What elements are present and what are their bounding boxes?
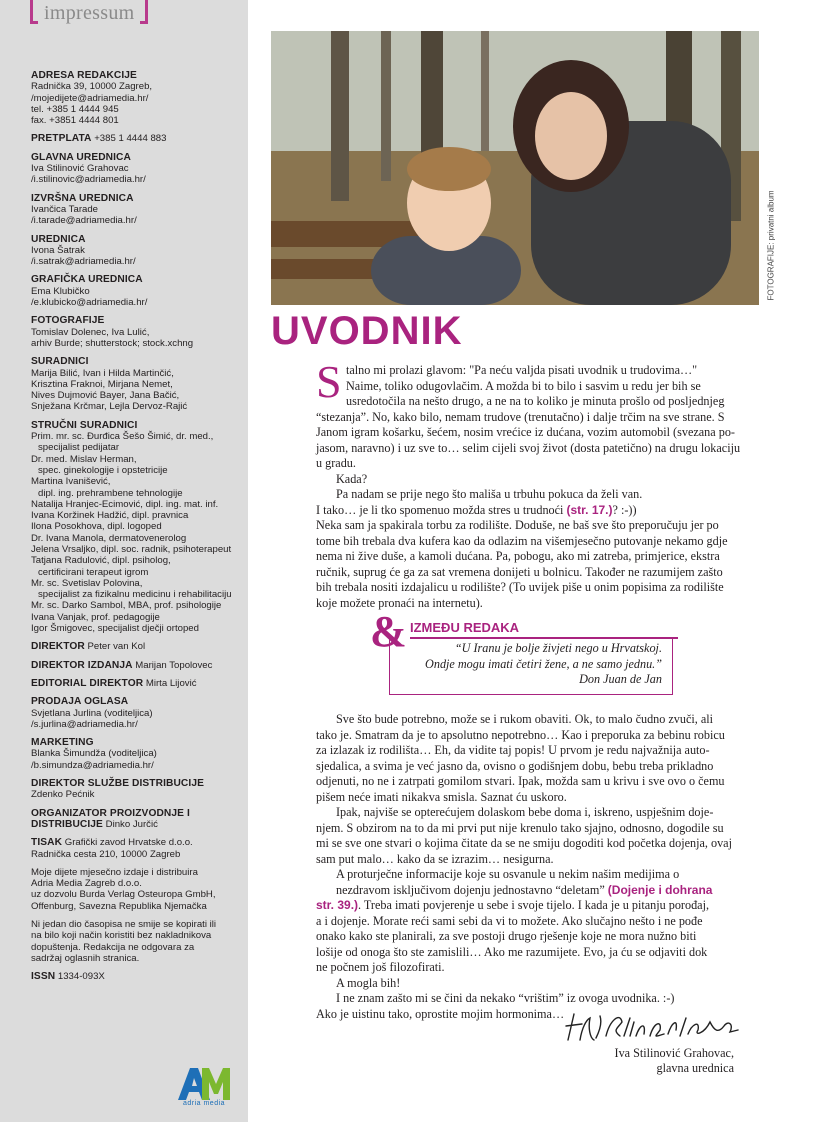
quote-line: Ondje mogu imati četiri žene, a ne samo jednu.” — [425, 656, 662, 671]
imprint-heading: PRODAJA OGLASA — [31, 696, 129, 708]
expert-line: Jelena Vrsaljko, dipl. soc. radnik, psihoterapeut — [31, 543, 232, 555]
quote-author: Don Juan de Jan — [579, 672, 662, 686]
article-line — [316, 883, 742, 899]
imprint-heading: ORGANIZATOR PROIZVODNJE I — [31, 807, 190, 819]
between-lines-quote — [389, 637, 673, 695]
expert-line: Dr. med. Mislav Herman, — [31, 453, 137, 465]
imprint-value: 1334-093X — [57, 971, 105, 983]
imprint-line: Krisztina Fraknoi, Mirjana Nemet, — [31, 378, 173, 390]
article-line: Naime, toliko odugovlačim. A možda bi to bilo i sasvim u redu jer bih se — [346, 378, 701, 393]
imprint-graphic-editor — [31, 274, 243, 308]
expert-line: Mr. sc. Svetislav Polovina, — [31, 577, 143, 589]
imprint-publisher-note — [31, 867, 243, 912]
imprint-line: Marija Bilić, Ivan i Hilda Martinčić, — [31, 367, 174, 379]
imprint-subscription — [31, 133, 243, 144]
imprint-email: /b.simundza@adriamedia.hr/ — [31, 759, 154, 771]
article-line: Sve što bude potrebno, može se i rukom obaviti. Ok, to malo čudno zvuči, ali — [336, 712, 714, 726]
article-line: A proturječne informacije koje su osvanule u nekim našim medijima o — [336, 867, 680, 881]
imprint-heading: DIREKTOR — [31, 641, 85, 653]
adria-media-logo — [176, 1064, 232, 1110]
signature-role: glavna urednica — [656, 1061, 734, 1075]
imprint-expert-contributors — [31, 420, 243, 635]
article-line: Kada? — [336, 471, 368, 486]
imprint-heading: IZVRŠNA UREDNICA — [31, 192, 134, 204]
imprint-heading: TISAK — [31, 837, 63, 849]
article-line: Ipak, najviše se opterećujem dolaskom bebe doma i, iskreno, uspješnim doje- — [336, 805, 714, 819]
imprint-line: sadržaj oglasnih stranica. — [31, 952, 140, 964]
expert-line: specijalist pedijatar — [38, 442, 120, 454]
expert-line: Dr. Ivana Manola, dermatovenerolog — [31, 532, 187, 544]
photo-credit — [763, 163, 777, 303]
imprint-line: Iva Stilinović Grahovac — [31, 163, 129, 175]
imprint-heading: ADRESA REDAKCIJE — [31, 70, 137, 81]
imprint-editorial-director — [31, 678, 243, 689]
article-line: ne počnem još filozofirati. — [316, 960, 445, 974]
imprint-line: Svjetlana Jurlina (voditeljica) — [31, 707, 153, 719]
imprint-heading: STRUČNI SURADNICI — [31, 419, 138, 431]
imprint-line: Blanka Šimundža (voditeljica) — [31, 748, 157, 760]
imprint-line: Moje dijete mjesečno izdaje i distribuira — [31, 866, 198, 878]
article-part-2 — [316, 712, 742, 1022]
imprint-line: uz dozvolu Burda Verlag Osteuropa GmbH, — [31, 889, 216, 901]
article-line: onako kako ste planirali, za sve postoji drugo rješenje koje ne mora nužno biti — [316, 929, 697, 943]
imprint-value: +385 1 4444 883 — [94, 133, 167, 145]
imprint-line: Radnička cesta 210, 10000 Zagreb — [31, 848, 181, 860]
imprint-legal-note — [31, 919, 243, 964]
imprint-line: Ivona Šatrak — [31, 244, 85, 256]
expert-list — [31, 431, 243, 634]
article-line: “stezanja”. No, kako bilo, nemam trudove (trenutačno) i dalje trčim na sve strane. S — [316, 409, 725, 424]
imprint-value: Peter van Kol — [87, 641, 146, 653]
line-text: ? :-)) — [612, 502, 637, 517]
imprint-line: arhiv Burde; shutterstock; stock.xchng — [31, 337, 194, 349]
imprint-line: Ivančica Tarade — [31, 203, 99, 215]
imprint-issn — [31, 971, 243, 982]
imprint-sidebar — [0, 0, 248, 1122]
imprint-heading: EDITORIAL DIREKTOR — [31, 677, 144, 689]
article-line: Janom igram košarku, šećem, nosim vrećice iz dućana, vozim automobil (svezana po- — [316, 425, 735, 439]
paragraph-1 — [316, 356, 742, 503]
imprint-director — [31, 641, 243, 652]
ampersand-icon: & — [370, 607, 407, 656]
imprint-editor — [31, 234, 243, 268]
article-line: I ne znam zašto mi se čini da nekako “vrištim” iz ovoga uvodnika. :-) — [336, 991, 675, 1005]
expert-line: Ivana Koržinek Hadžić, dipl. pravnica — [31, 510, 189, 522]
imprint-heading: UREDNICA — [31, 233, 86, 245]
imprint-email: /mojedijete@adriamedia.hr/ — [31, 92, 149, 104]
expert-line: Igor Šmigovec, specijalist dječji ortoped — [31, 623, 199, 635]
article-line: Neka sam ja spakirala torbu za rodilište. Doduše, ne baš sve što preporučuju jer po — [316, 518, 719, 532]
imprint-line: Tomislav Dolenec, Iva Lulić, — [31, 326, 150, 338]
expert-line: Prim. mr. sc. Đurđica Šešo Šimić, dr. med., — [31, 431, 214, 443]
article-line: lošije od onoga što ste zamislili… Ako me razumijete. Evo, ja ću se odjaviti dok — [316, 944, 708, 959]
article-line: sam put malo… kako da se izrazim… nesigurna. — [316, 851, 554, 866]
imprint-email: /e.klubicko@adriamedia.hr/ — [31, 297, 148, 309]
imprint-heading: PRETPLATA — [31, 133, 92, 145]
imprint-ad-sales — [31, 696, 243, 730]
imprint-marketing — [31, 737, 243, 771]
logo-tagline: adria media — [182, 1100, 226, 1107]
section-label-text: impressum — [44, 2, 135, 24]
imprint-email: /s.jurlina@adriamedia.hr/ — [31, 718, 138, 730]
imprint-executive-editor — [31, 193, 243, 227]
imprint-line: Radnička 39, 10000 Zagreb, — [31, 81, 153, 93]
imprint-value: Dinko Jurčić — [105, 818, 158, 830]
imprint-heading: DIREKTOR IZDANJA — [31, 659, 133, 671]
line-text: nezdravom isključivom dojenju jednostavno “deletam” — [336, 882, 608, 897]
imprint-heading: ISSN — [31, 971, 56, 983]
logo-letter-m — [202, 1068, 230, 1100]
paragraph-1b — [316, 518, 742, 611]
imprint-value: Grafički zavod Hrvatske d.o.o. — [64, 837, 193, 849]
article-line — [316, 898, 742, 914]
imprint-line: tel. +385 1 4444 945 — [31, 103, 119, 115]
article-line: nema ni žive duše, a kamoli dućana. Pa, pobogu, ako mi zatreba, primjerice, ekstra — [316, 549, 720, 563]
expert-line: Martina Ivanišević, — [31, 476, 111, 488]
photo-credit-text: FOTOGRAFIJE: privatni album — [766, 190, 776, 301]
page-reference: (Dojenje i dohrana — [607, 882, 713, 897]
article-line: bih trebala nositi izdajalicu u rodilište? (To uvijek piše u onim popisima za rodilište — [316, 580, 724, 594]
article-line: koje možete pronaći na internetu). — [316, 595, 483, 610]
article-line: a i dojenje. Morate reći sami sebi da vi to možete. Ako slučajno nešto i ne pođe — [316, 913, 703, 928]
expert-line: Tatjana Radulović, dipl. psiholog, — [31, 555, 171, 567]
article-part-1 — [316, 356, 742, 611]
quote-line: “U Iranu je bolje živjeti nego u Hrvatskoj. — [454, 641, 662, 655]
signature-block — [560, 1046, 734, 1076]
bracket-right — [140, 0, 148, 24]
article-line: pišem neće imati nikakva smisla. Saznat ću uskoro. — [316, 789, 567, 804]
imprint-list — [31, 70, 243, 989]
imprint-line: Snježana Krčmar, Lejla Dervoz-Rajić — [31, 401, 188, 413]
expert-line: spec. ginekologije i opstetricije — [38, 464, 168, 476]
expert-line: Natalija Hranjec-Ecimović, dipl. ing. mat. inf. — [31, 498, 219, 510]
page-title: UVODNIK — [271, 309, 463, 353]
imprint-photography — [31, 315, 243, 349]
article-line: sjedalica, a svima je već jasno da, ovisno o godišnjem dobu, bebu treba prikladno — [316, 758, 714, 773]
article-line: tome bih trebala dva kufera kao da odlazim na višemjesečno putovanje nekamo gdje — [316, 533, 728, 548]
imprint-email: /i.stilinovic@adriamedia.hr/ — [31, 174, 146, 186]
imprint-contributors — [31, 356, 243, 412]
imprint-line: fax. +3851 4444 801 — [31, 115, 119, 127]
article-line: Pa nadam se prije nego što mališa u trbuhu pokuca da želi van. — [336, 487, 643, 501]
imprint-heading: FOTOGRAFIJE — [31, 315, 105, 327]
imprint-heading: GRAFIČKA UREDNICA — [31, 274, 143, 286]
imprint-publishing-director — [31, 660, 243, 671]
article-line: njem. S obzirom na to da mi prvi put nije krenulo tako sjajno, odnosno, dogodile su — [316, 820, 724, 835]
imprint-email: /i.satrak@adriamedia.hr/ — [31, 256, 136, 268]
imprint-value: Mirta Lijović — [145, 677, 197, 689]
article-line: odjenuti, no ne i zatrpati gomilom stvari. Ipak, možda sam u krivu i sve ovo o čemu — [316, 774, 725, 788]
imprint-line: Nives Dujmović Bayer, Jana Bačić, — [31, 390, 180, 402]
imprint-distribution — [31, 778, 243, 801]
editor-photo — [271, 31, 759, 305]
expert-line: Mr. sc. Darko Sambol, MBA, prof. psihologije — [31, 600, 222, 612]
expert-line: dipl. ing. prehrambene tehnologije — [38, 487, 183, 499]
page-reference: (str. 17.) — [566, 502, 613, 517]
imprint-line: Offenburg, Savezna Republika Njemačka — [31, 900, 207, 912]
line-text: I tako… je li tko spomenuo možda stres u trudnoći — [316, 502, 567, 517]
imprint-print — [31, 837, 243, 860]
imprint-production — [31, 808, 243, 831]
handwritten-signature — [560, 1000, 750, 1050]
article-line: Ako je uistinu tako, oprostite mojim hormonima… — [316, 1006, 565, 1021]
article-line: ručnik, suprug će ga za sat vremena donijeti u bolnicu. Također ne razumijem zašto — [316, 564, 723, 579]
imprint-editor-in-chief — [31, 152, 243, 186]
imprint-heading: DIREKTOR SLUŽBE DISTRIBUCIJE — [31, 778, 204, 790]
article-line: u gradu. — [316, 456, 356, 470]
imprint-heading: SURADNICI — [31, 356, 89, 368]
article-line: mi se sve one stvari o kojima čitate da se ne smiju dogoditi kod početka dojenja, ovaj — [316, 836, 732, 850]
section-label — [30, 0, 148, 28]
logo-mark — [176, 1064, 232, 1104]
paragraph-2 — [316, 712, 742, 883]
expert-line: specijalist za fizikalnu medicinu i rehabilitaciju — [38, 589, 232, 601]
imprint-line: Zdenko Pećnik — [31, 789, 95, 801]
expert-line: certificirani terapeut igrom — [38, 566, 149, 578]
imprint-line: Adria Media Zagreb d.o.o. — [31, 878, 142, 890]
imprint-email: /i.tarade@adriamedia.hr/ — [31, 215, 137, 227]
imprint-heading: DISTRIBUCIJE — [31, 818, 103, 830]
imprint-heading: GLAVNA UREDNICA — [31, 151, 131, 163]
imprint-heading: MARKETING — [31, 737, 94, 749]
article-line: za izlazak iz rodilišta… Eh, da vidite taj popis! U prvom je redu najvažnija auto- — [316, 743, 710, 757]
article-line: jasom, naravno) i uz sve to… selim cijeli svoj život (dosta patetično) na drugu lokaciju — [316, 440, 741, 455]
imprint-line: Ema Klubičko — [31, 285, 90, 297]
line-text: . Treba imati povjerenje u sebe i svoje tijelo. I kada je u pitanju porođaj, — [358, 898, 710, 912]
photo-illustration — [271, 31, 759, 305]
between-lines-label: IZMEĐU REDAKA — [410, 620, 520, 635]
signature-scribble — [560, 1000, 750, 1050]
article-line: usredotočila na nešto drugo, a ne na to koliko je minuta prošlo od posljednjeg — [346, 394, 725, 408]
article-line: A mogla bih! — [336, 975, 401, 990]
imprint-line: dopuštenja. Redakcija ne odgovara za — [31, 941, 195, 953]
expert-line: Ivana Vanjak, prof. pedagogije — [31, 611, 160, 623]
page-reference: str. 39.) — [316, 898, 359, 912]
imprint-address — [31, 70, 243, 126]
imprint-line: na bilo koji način koristiti bez nakladnikova — [31, 930, 212, 942]
article-line — [316, 503, 742, 519]
article-line: tako je. Smatram da je to apsolutno nepotrebno… Kao i preporuka za bebinu robicu — [316, 727, 725, 742]
expert-line: Ilona Posokhova, dipl. logoped — [31, 521, 162, 533]
drop-cap: S — [316, 356, 342, 407]
article-line: talno mi prolazi glavom: "Pa neću valjda pisati uvodnik u trudovima…" — [346, 363, 698, 377]
imprint-line: Ni jedan dio časopisa ne smije se kopirati ili — [31, 919, 217, 930]
bracket-left — [30, 0, 38, 24]
imprint-value: Marijan Topolovec — [135, 659, 213, 671]
signature-name: Iva Stilinović Grahovac, — [614, 1046, 734, 1060]
